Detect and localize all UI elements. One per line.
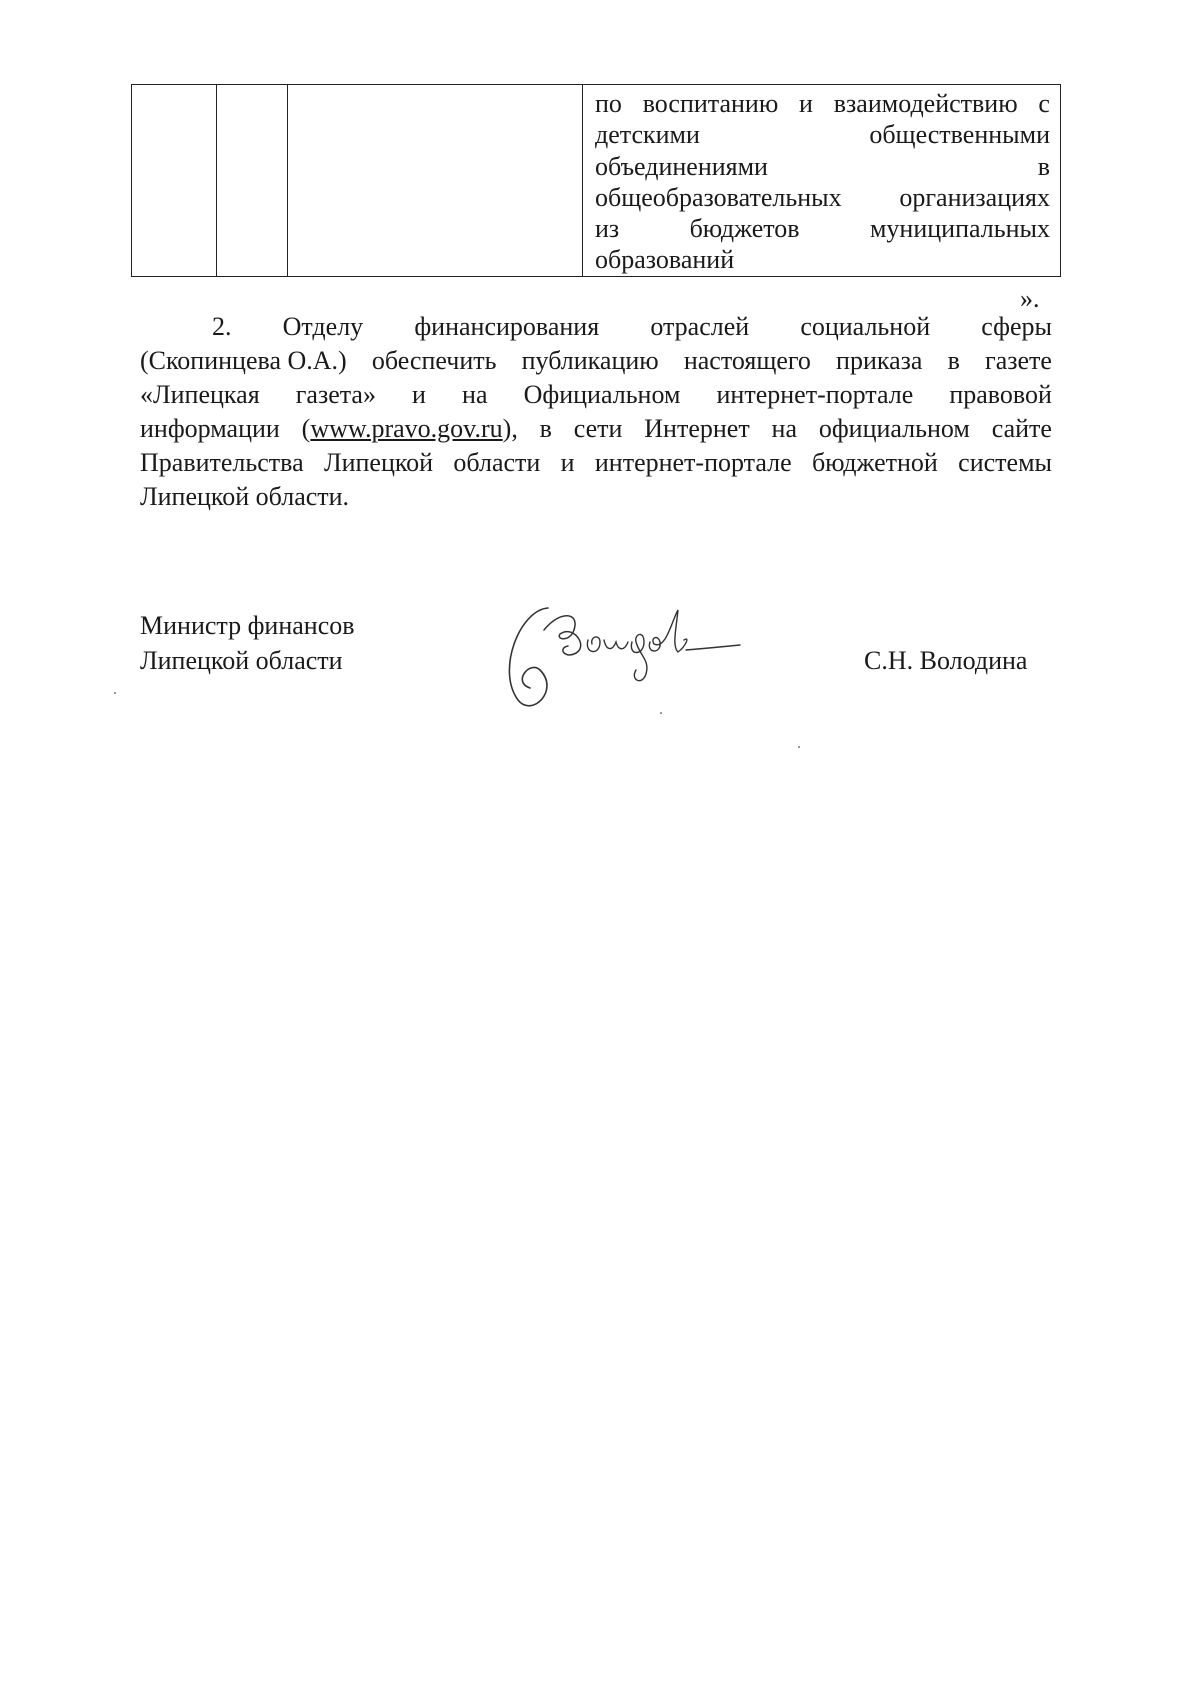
- paragraph-line: [140, 446, 1052, 480]
- cell-word: бюджетов: [689, 214, 800, 244]
- paragraph-word: Отделу: [282, 312, 364, 341]
- cell-word: воспитанию: [642, 89, 779, 118]
- paragraph-item-2: [140, 310, 1052, 514]
- cell-text-line: [595, 182, 1050, 213]
- cell-text-line: [595, 151, 1050, 182]
- paragraph-word: Официальном: [523, 380, 681, 409]
- paragraph-word: бюджетной: [811, 448, 938, 477]
- paragraph-word: 2.: [212, 312, 232, 341]
- cell-text-line: [595, 119, 1050, 150]
- paragraph-word: на: [462, 380, 488, 409]
- cell-word: детскими: [595, 120, 700, 150]
- pravo-gov-link[interactable]: (www.pravo.gov.ru),: [301, 414, 518, 443]
- paragraph-line: [140, 378, 1052, 412]
- table-row: [132, 85, 1061, 277]
- signatory-title: [140, 608, 355, 678]
- paragraph-word: информации: [140, 414, 280, 443]
- signatory-title-line-1: Министр финансов: [140, 611, 355, 640]
- paragraph-word: Интернет: [644, 414, 750, 443]
- cell-text-line: [595, 213, 1050, 244]
- paragraph-word: (Скопинцева О.А.): [140, 346, 347, 375]
- table-cell-empty: [288, 85, 583, 277]
- cell-word: в: [1037, 151, 1050, 181]
- paragraph-word: отраслей: [650, 312, 750, 341]
- paragraph-word: правовой: [949, 380, 1052, 409]
- signatory-title-line-2: Липецкой области: [140, 646, 343, 675]
- cell-word: организациях: [899, 182, 1050, 212]
- paragraph-line: [140, 344, 1052, 378]
- paragraph-line: [140, 310, 1052, 344]
- paragraph-word: и: [412, 380, 426, 409]
- cell-word: общеобразовательных: [595, 182, 842, 212]
- cell-text-line: [595, 244, 1050, 275]
- table-fragment: [131, 84, 1061, 277]
- paragraph-word: сети: [573, 414, 623, 443]
- handwritten-signature: [500, 590, 760, 720]
- closing-quote: ».: [1020, 284, 1040, 313]
- paragraph-word: настоящего: [683, 346, 811, 375]
- paragraph-word: области: [453, 448, 541, 477]
- cell-description-text: [583, 85, 1060, 276]
- paragraph-word: и: [560, 448, 575, 477]
- cell-word: по: [595, 89, 622, 118]
- table-cell-description: [583, 85, 1061, 277]
- paragraph-word: в: [539, 414, 552, 443]
- paragraph-word: Липецкой области.: [140, 482, 350, 511]
- paragraph-word: системы: [958, 448, 1052, 477]
- paragraph-word: Липецкой: [323, 448, 434, 477]
- paragraph-word: интернет-портале: [716, 380, 914, 409]
- paragraph-word: «Липецкая: [140, 380, 260, 409]
- cell-word: муниципальных: [869, 214, 1050, 244]
- paragraph-word: интернет-портале: [594, 448, 792, 477]
- cell-word: с: [1038, 89, 1050, 118]
- cell-word: и: [799, 89, 813, 118]
- cell-word: взаимодействию: [833, 89, 1018, 118]
- scan-speck: [114, 692, 116, 694]
- paragraph-line: [140, 412, 1052, 446]
- paragraph-word: Правительства: [140, 448, 304, 477]
- scan-speck: [660, 712, 662, 714]
- scan-speck: [798, 746, 800, 748]
- paragraph-word: обеспечить: [371, 346, 497, 375]
- cell-word: из: [595, 214, 620, 244]
- cell-word: объединениями: [595, 151, 768, 181]
- paragraph-word: социальной: [800, 312, 931, 341]
- signatory-name: С.Н. Володина: [864, 646, 1028, 675]
- paragraph-word: финансирования: [414, 312, 600, 341]
- paragraph-word: в: [947, 346, 960, 375]
- paragraph-word: газета»: [295, 380, 376, 409]
- cell-text-line: [595, 88, 1050, 119]
- paragraph-word: сайте: [991, 414, 1052, 443]
- table-cell-code: [217, 85, 288, 277]
- paragraph-word: газете: [985, 346, 1052, 375]
- url-text[interactable]: www.pravo.gov.ru: [310, 414, 503, 443]
- cell-word: образований: [595, 245, 735, 275]
- table-cell-number: [132, 85, 217, 277]
- paragraph-word: сферы: [981, 312, 1052, 341]
- paragraph-word: официальном: [818, 414, 970, 443]
- paragraph-line: [140, 480, 1052, 514]
- paragraph-word: приказа: [836, 346, 923, 375]
- cell-word: общественными: [869, 120, 1050, 150]
- paragraph-word: на: [771, 414, 797, 443]
- paragraph-word: публикацию: [521, 346, 659, 375]
